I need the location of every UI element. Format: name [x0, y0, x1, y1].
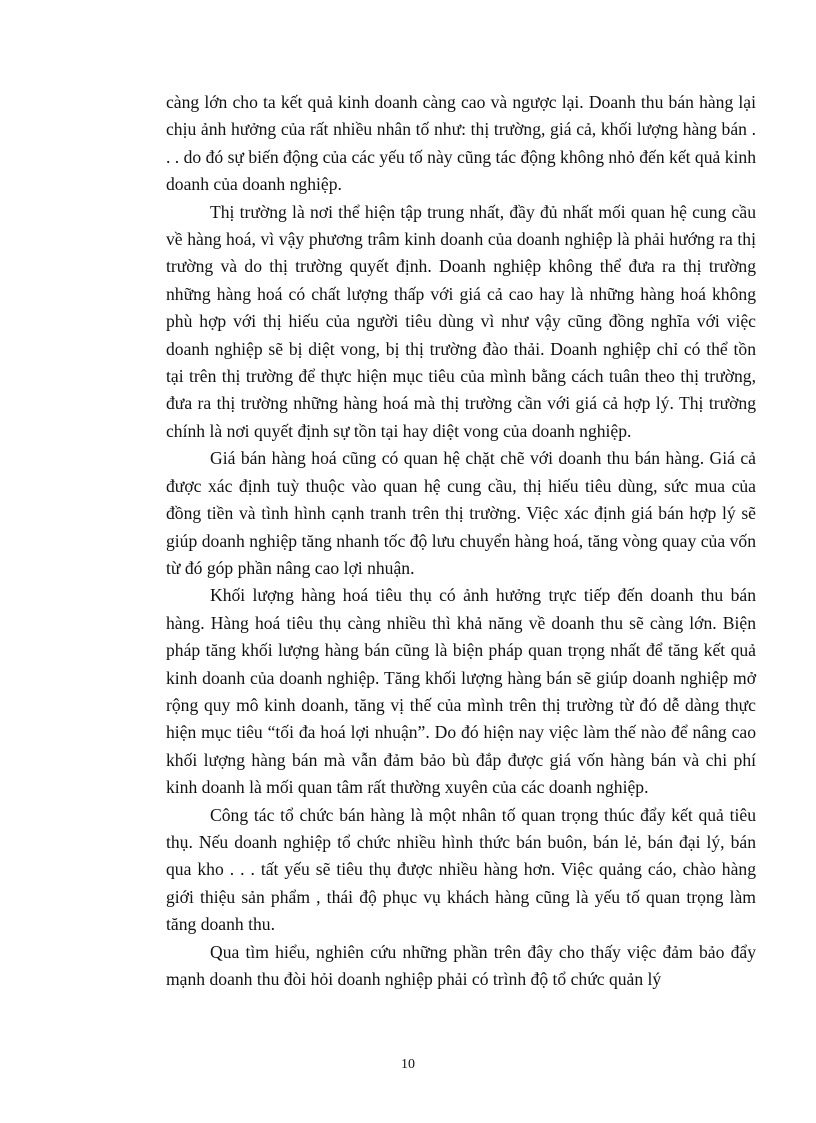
page-number: 10 — [401, 1057, 415, 1072]
paragraph-2: Thị trường là nơi thể hiện tập trung nhất, đầy đủ nhất mối quan hệ cung cầu về hàng hoá, vì vậy phương trâm kinh doanh của doanh nghiệp là phải hướng ra thị trường và do thị trường quyết định. Doanh nghiệp không thể đưa ra thị trường những hàng hoá có chất lượng thấp với giá cả cao hay là những hàng hoá không phù hợp với thị hiếu của người tiêu dùng vì như vậy cũng đồng nghĩa với việc doanh nghiệp sẽ bị diệt vong, bị thị trường đào thải. Doanh nghiệp chỉ có thể tồn tại trên thị trường để thực hiện mục tiêu của mình bằng cách tuân theo thị trường, đưa ra thị trường những hàng hoá mà thị trường cần với giá cả hợp lý. Thị trường chính là nơi quyết định sự tồn tại hay diệt vong của doanh nghiệp. — [166, 201, 756, 441]
paragraph-5: Công tác tổ chức bán hàng là một nhân tố quan trọng thúc đẩy kết quả tiêu thụ. Nếu doanh nghiệp tổ chức nhiều hình thức bán buôn, bán lẻ, bán đại lý, bán qua kho . . . tất yếu sẽ tiêu thụ được nhiều hàng hơn. Việc quảng cáo, chào hàng giới thiệu sản phẩm , thái độ phục vụ khách hàng cũng là yếu tố quan trọng làm tăng doanh thu. — [166, 804, 756, 935]
paragraph-4: Khối lượng hàng hoá tiêu thụ có ảnh hưởng trực tiếp đến doanh thu bán hàng. Hàng hoá tiêu thụ càng nhiều thì khả năng về doanh thu sẽ càng lớn. Biện pháp tăng khối lượng hàng bán cũng là biện pháp quan trọng nhất để tăng kết quả kinh doanh của doanh nghiệp. Tăng khối lượng hàng bán sẽ giúp doanh nghiệp mở rộng quy mô kinh doanh, tăng vị thế của mình trên thị trường từ đó dễ dàng thực hiện mục tiêu “tối đa hoá lợi nhuận”. Do đó hiện nay việc làm thế nào để nâng cao khối lượng hàng bán mà vẫn đảm bảo bù đắp được giá vốn hàng bán và chi phí kinh doanh là mối quan tâm rất thường xuyên của các doanh nghiệp. — [166, 585, 756, 798]
body-text — [166, 89, 756, 993]
paragraph-6: Qua tìm hiểu, nghiên cứu những phần trên đây cho thấy việc đảm bảo đẩy mạnh doanh thu đòi hỏi doanh nghiệp phải có trình độ tổ chức quản lý — [166, 941, 756, 989]
paragraph-1: càng lớn cho ta kết quả kinh doanh càng cao và ngược lại. Doanh thu bán hàng lại chịu ảnh hưởng của rất nhiều nhân tố như: thị trường, giá cả, khối lượng hàng bán . . . do đó sự biến động của các yếu tố này cũng tác động không nhỏ đến kết quả kinh doanh của doanh nghiệp. — [166, 92, 756, 195]
paragraph-3: Giá bán hàng hoá cũng có quan hệ chặt chẽ với doanh thu bán hàng. Giá cả được xác định tuỳ thuộc vào quan hệ cung cầu, thị hiếu tiêu dùng, sức mua của đồng tiền và tình hình cạnh tranh trên thị trường. Việc xác định giá bán hợp lý sẽ giúp doanh nghiệp tăng nhanh tốc độ lưu chuyển hàng hoá, tăng vòng quay của vốn từ đó góp phần nâng cao lợi nhuận. — [166, 448, 756, 578]
